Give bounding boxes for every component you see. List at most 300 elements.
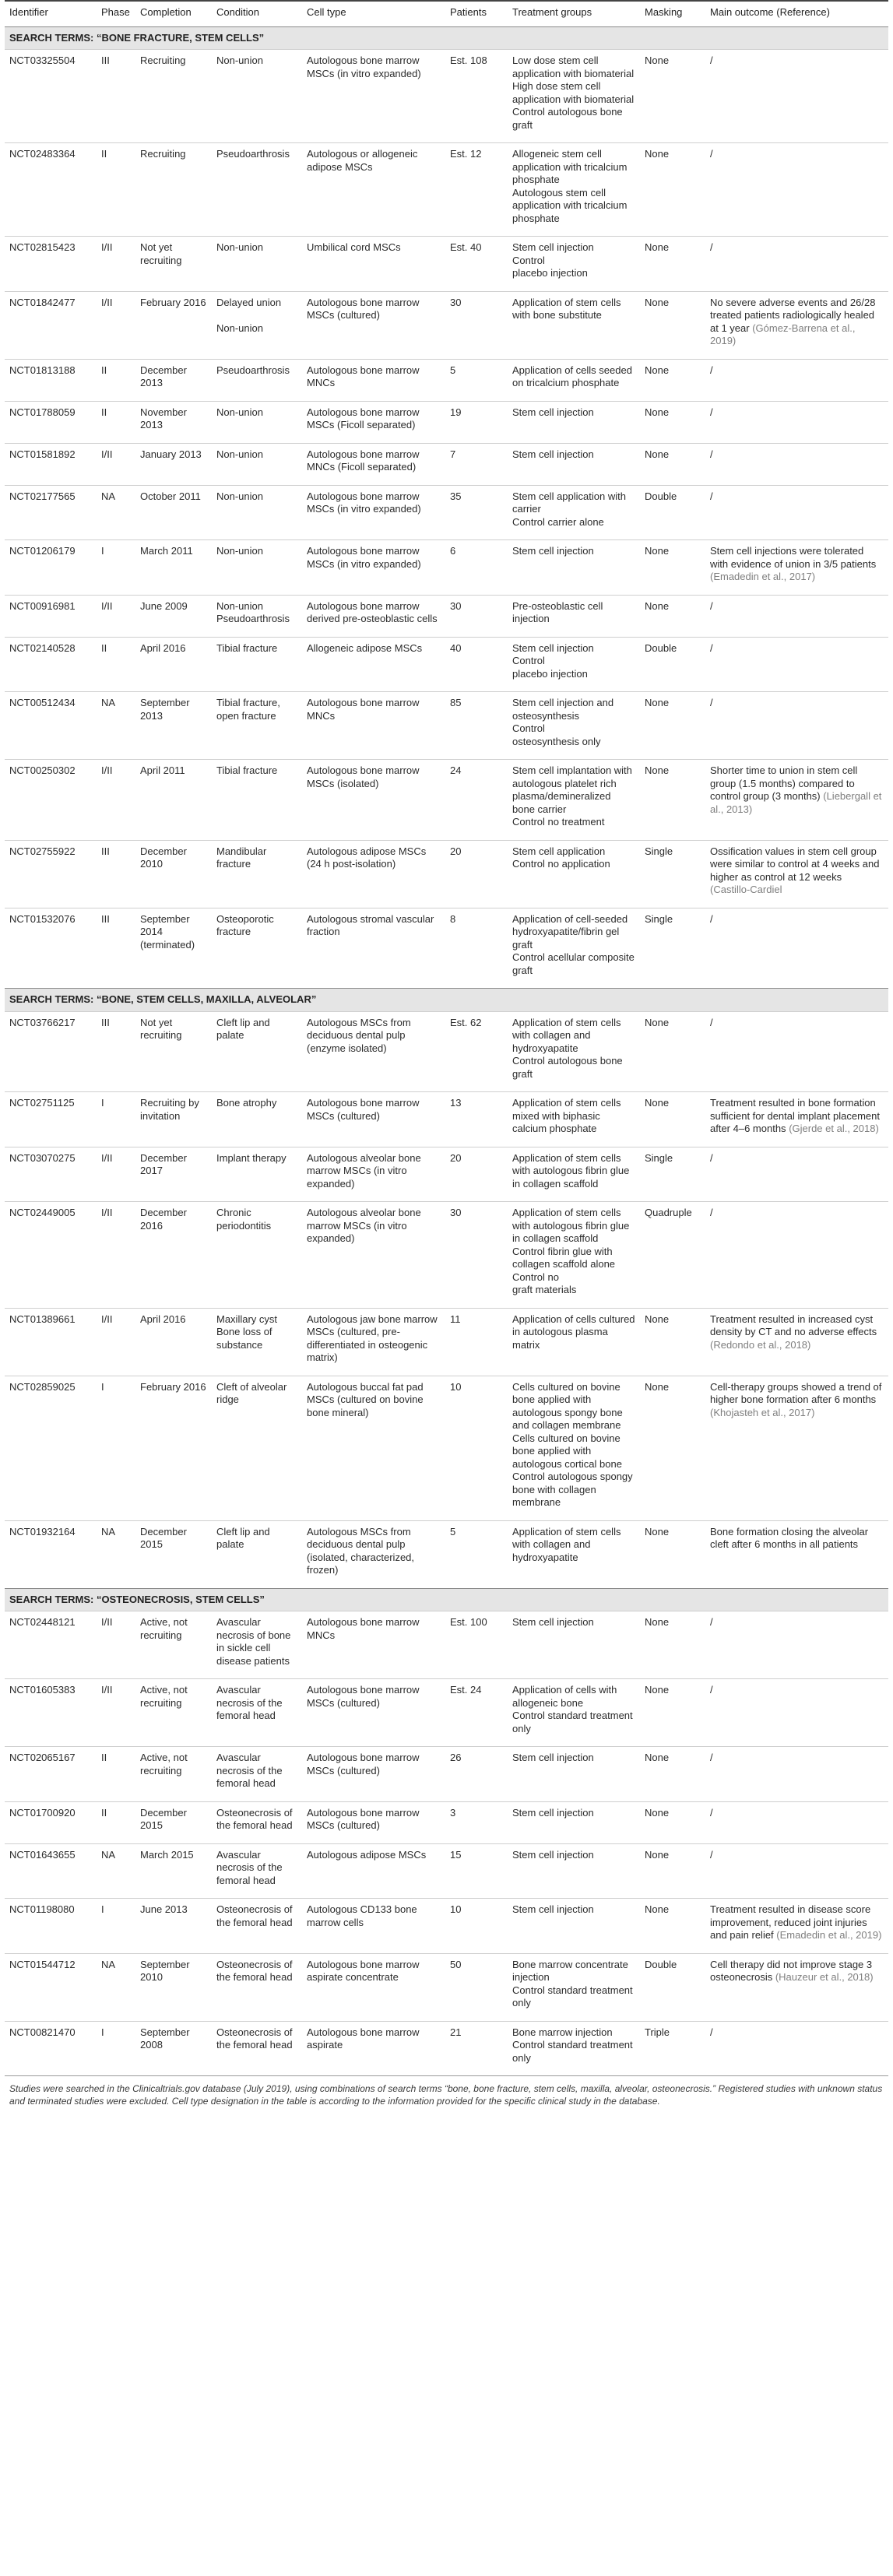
cell-type-cell: Autologous MSCs from deciduous dental pulp (enzyme isolated) (302, 1011, 445, 1092)
outcome-text: Bone formation closing the alveolar cleft after 6 months in all patients (710, 1525, 869, 1550)
masking-cell: None (640, 1520, 705, 1588)
section-header-row (5, 26, 888, 50)
cell-type-cell: Autologous bone marrow aspirate concentrate (302, 1953, 445, 2021)
condition-cell: Non-union (212, 237, 302, 292)
reference-link[interactable]: (Redondo et al., 2018) (710, 1338, 811, 1351)
completion-cell: Active, not recruiting (135, 1747, 212, 1802)
reference-link[interactable]: (Castillo-Cardiel (710, 884, 782, 895)
identifier-cell: NCT01206179 (5, 540, 97, 596)
condition-cell: Osteonecrosis of the femoral head (212, 2021, 302, 2076)
treatment-groups-cell: Stem cell injection (508, 1801, 640, 1843)
completion-cell: April 2011 (135, 760, 212, 841)
header-cell: Patients (445, 1, 508, 26)
outcome-text: / (710, 364, 713, 376)
outcome-text: / (710, 54, 713, 66)
outcome-cell (705, 692, 888, 760)
patients-cell: 10 (445, 1899, 508, 1954)
completion-cell: November 2013 (135, 401, 212, 443)
cell-type-cell: Autologous bone marrow MSCs (Ficoll separated) (302, 401, 445, 443)
phase-cell: III (97, 1011, 135, 1092)
outcome-text: / (710, 1151, 713, 1164)
table-row (5, 1202, 888, 1309)
outcome-cell (705, 540, 888, 596)
phase-cell: III (97, 840, 135, 908)
masking-cell: Triple (640, 2021, 705, 2076)
patients-cell: 85 (445, 692, 508, 760)
treatment-groups-cell: Allogeneic stem cell application with tricalcium phosphate Autologous stem cell application with tricalcium phosphate (508, 143, 640, 237)
patients-cell: Est. 100 (445, 1611, 508, 1679)
patients-cell: 5 (445, 359, 508, 401)
completion-cell: April 2016 (135, 637, 212, 692)
table-row (5, 760, 888, 841)
outcome-cell (705, 2021, 888, 2076)
patients-cell: 30 (445, 595, 508, 637)
phase-cell: NA (97, 1520, 135, 1588)
treatment-groups-cell: Stem cell injection Control placebo injection (508, 637, 640, 692)
treatment-groups-cell: Stem cell injection Control placebo injection (508, 237, 640, 292)
cell-type-cell: Umbilical cord MSCs (302, 237, 445, 292)
outcome-text: Shorter time to union in stem cell group (1.5 months) compared to control group (3 months) (710, 764, 858, 802)
identifier-cell: NCT01700920 (5, 1801, 97, 1843)
completion-cell: October 2011 (135, 485, 212, 540)
treatment-groups-cell: Stem cell injection (508, 443, 640, 485)
completion-cell: June 2013 (135, 1899, 212, 1954)
phase-cell: I/II (97, 291, 135, 359)
completion-cell: December 2015 (135, 1801, 212, 1843)
phase-cell: II (97, 1747, 135, 1802)
condition-cell: Cleft of alveolar ridge (212, 1376, 302, 1520)
outcome-text: Cell therapy did not improve stage 3 osteonecrosis (710, 1958, 873, 1983)
header-cell: Identifier (5, 1, 97, 26)
completion-cell: Active, not recruiting (135, 1679, 212, 1747)
masking-cell: None (640, 1611, 705, 1679)
masking-cell: None (640, 143, 705, 237)
condition-cell: Mandibular fracture (212, 840, 302, 908)
treatment-groups-cell: Stem cell injection and osteosynthesis Control osteosynthesis only (508, 692, 640, 760)
patients-cell: 3 (445, 1801, 508, 1843)
patients-cell: Est. 12 (445, 143, 508, 237)
identifier-cell: NCT01643655 (5, 1843, 97, 1899)
table-row (5, 359, 888, 401)
completion-cell: Recruiting by invitation (135, 1092, 212, 1147)
patients-cell: Est. 62 (445, 1011, 508, 1092)
table-row (5, 1843, 888, 1899)
treatment-groups-cell: Stem cell application Control no application (508, 840, 640, 908)
phase-cell: III (97, 50, 135, 143)
treatment-groups-cell: Application of cells cultured in autologous plasma matrix (508, 1308, 640, 1376)
section-header-row (5, 1588, 888, 1611)
patients-cell: 7 (445, 443, 508, 485)
masking-cell: None (640, 760, 705, 841)
identifier-cell: NCT02177565 (5, 485, 97, 540)
completion-cell: Recruiting (135, 50, 212, 143)
phase-cell: I/II (97, 1611, 135, 1679)
reference-link[interactable]: (Khojasteh et al., 2017) (710, 1406, 815, 1418)
outcome-text: Treatment resulted in bone formation sufficient for dental implant placement after 4–6 months (710, 1097, 880, 1134)
identifier-cell: NCT00250302 (5, 760, 97, 841)
cell-type-cell: Autologous jaw bone marrow MSCs (cultured, pre-differentiated in osteogenic matrix) (302, 1308, 445, 1376)
phase-cell: NA (97, 485, 135, 540)
outcome-text: / (710, 406, 713, 418)
masking-cell: None (640, 359, 705, 401)
outcome-cell (705, 1679, 888, 1747)
treatment-groups-cell: Stem cell implantation with autologous platelet rich plasma/demineralized bone carrier Control no treatment (508, 760, 640, 841)
table-row (5, 1611, 888, 1679)
identifier-cell: NCT01198080 (5, 1899, 97, 1954)
clinical-trials-table (5, 0, 888, 2076)
identifier-cell: NCT03325504 (5, 50, 97, 143)
treatment-groups-cell: Application of stem cells with bone substitute (508, 291, 640, 359)
treatment-groups-cell: Stem cell injection (508, 1843, 640, 1899)
condition-cell: Non-union (212, 540, 302, 596)
condition-cell: Osteonecrosis of the femoral head (212, 1899, 302, 1954)
section-title: SEARCH TERMS: “OSTEONECROSIS, STEM CELLS” (5, 1588, 888, 1611)
completion-cell: March 2011 (135, 540, 212, 596)
section-title: SEARCH TERMS: “BONE, STEM CELLS, MAXILLA, ALVEOLAR” (5, 989, 888, 1012)
completion-cell: Not yet recruiting (135, 237, 212, 292)
header-cell: Condition (212, 1, 302, 26)
patients-cell: 30 (445, 291, 508, 359)
outcome-text: / (710, 641, 713, 654)
completion-cell: September 2008 (135, 2021, 212, 2076)
masking-cell: None (640, 595, 705, 637)
cell-type-cell: Autologous buccal fat pad MSCs (cultured on bovine bone mineral) (302, 1376, 445, 1520)
identifier-cell: NCT02140528 (5, 637, 97, 692)
masking-cell: None (640, 291, 705, 359)
treatment-groups-cell: Stem cell injection (508, 1899, 640, 1954)
outcome-cell (705, 1953, 888, 2021)
identifier-cell: NCT00512434 (5, 692, 97, 760)
outcome-cell (705, 1202, 888, 1309)
phase-cell: I/II (97, 1679, 135, 1747)
identifier-cell: NCT02751125 (5, 1092, 97, 1147)
condition-cell: Non-union (212, 401, 302, 443)
masking-cell: None (640, 237, 705, 292)
outcome-cell (705, 50, 888, 143)
patients-cell: 26 (445, 1747, 508, 1802)
outcome-text: / (710, 1207, 713, 1218)
cell-type-cell: Autologous stromal vascular fraction (302, 908, 445, 989)
masking-cell: None (640, 1801, 705, 1843)
outcome-cell (705, 1308, 888, 1376)
identifier-cell: NCT00916981 (5, 595, 97, 637)
outcome-cell (705, 595, 888, 637)
identifier-cell: NCT02859025 (5, 1376, 97, 1520)
outcome-cell (705, 1747, 888, 1802)
completion-cell: March 2015 (135, 1843, 212, 1899)
phase-cell: I/II (97, 443, 135, 485)
phase-cell: II (97, 637, 135, 692)
treatment-groups-cell: Application of stem cells with collagen and hydroxyapatite Control autologous bone graft (508, 1011, 640, 1092)
table-row (5, 1679, 888, 1747)
completion-cell: February 2016 (135, 1376, 212, 1520)
outcome-text: / (710, 912, 713, 925)
table-row (5, 595, 888, 637)
phase-cell: II (97, 401, 135, 443)
cell-type-cell: Allogeneic adipose MSCs (302, 637, 445, 692)
outcome-cell (705, 401, 888, 443)
patients-cell: 30 (445, 1202, 508, 1309)
masking-cell: None (640, 1011, 705, 1092)
table-row (5, 401, 888, 443)
phase-cell: I (97, 540, 135, 596)
outcome-cell (705, 1147, 888, 1202)
masking-cell: None (640, 401, 705, 443)
table-row (5, 443, 888, 485)
outcome-cell (705, 291, 888, 359)
phase-cell: I/II (97, 595, 135, 637)
outcome-text: / (710, 148, 713, 160)
treatment-groups-cell: Stem cell injection (508, 1747, 640, 1802)
patients-cell: 50 (445, 1953, 508, 2021)
masking-cell: Single (640, 1147, 705, 1202)
outcome-text: / (710, 2026, 713, 2038)
masking-cell: None (640, 540, 705, 596)
masking-cell: None (640, 1899, 705, 1954)
completion-cell: December 2010 (135, 840, 212, 908)
masking-cell: None (640, 1747, 705, 1802)
outcome-cell (705, 1376, 888, 1520)
identifier-cell: NCT01842477 (5, 291, 97, 359)
header-cell: Phase (97, 1, 135, 26)
outcome-cell (705, 637, 888, 692)
identifier-cell: NCT03766217 (5, 1011, 97, 1092)
table-row (5, 692, 888, 760)
outcome-text: / (710, 241, 713, 253)
completion-cell: June 2009 (135, 595, 212, 637)
table-body (5, 26, 888, 2076)
outcome-text: Stem cell injections were tolerated with evidence of union in 3/5 patients (710, 545, 877, 570)
outcome-cell (705, 760, 888, 841)
completion-cell: September 2014 (terminated) (135, 908, 212, 989)
outcome-text: Treatment resulted in increased cyst density by CT and no adverse effects (710, 1313, 877, 1337)
patients-cell: 15 (445, 1843, 508, 1899)
treatment-groups-cell: Bone marrow injection Control standard treatment only (508, 2021, 640, 2076)
treatment-groups-cell: Application of stem cells with autologous fibrin glue in collagen scaffold Control fibrin glue with collagen scaffold alone Control no graft materials (508, 1202, 640, 1309)
cell-type-cell: Autologous or allogeneic adipose MSCs (302, 143, 445, 237)
outcome-cell (705, 1520, 888, 1588)
condition-cell: Osteonecrosis of the femoral head (212, 1801, 302, 1843)
masking-cell: None (640, 1679, 705, 1747)
outcome-text: / (710, 1684, 713, 1696)
phase-cell: I/II (97, 760, 135, 841)
cell-type-cell: Autologous bone marrow MSCs (cultured) (302, 1092, 445, 1147)
cell-type-cell: Autologous bone marrow derived pre-osteoblastic cells (302, 595, 445, 637)
identifier-cell: NCT01605383 (5, 1679, 97, 1747)
identifier-cell: NCT02483364 (5, 143, 97, 237)
cell-type-cell: Autologous adipose MSCs (24 h post-isolation) (302, 840, 445, 908)
outcome-cell (705, 237, 888, 292)
table-row (5, 1011, 888, 1092)
cell-type-cell: Autologous bone marrow MSCs (cultured) (302, 1747, 445, 1802)
identifier-cell: NCT02065167 (5, 1747, 97, 1802)
table-row (5, 1308, 888, 1376)
phase-cell: II (97, 1801, 135, 1843)
reference-link[interactable]: (Liebergall et al., 2013) (710, 790, 882, 815)
patients-cell: 24 (445, 760, 508, 841)
patients-cell: 40 (445, 637, 508, 692)
masking-cell: Double (640, 1953, 705, 2021)
condition-cell: Non-union (212, 485, 302, 540)
outcome-text: / (710, 1806, 713, 1819)
cell-type-cell: Autologous MSCs from deciduous dental pulp (isolated, characterized, frozen) (302, 1520, 445, 1588)
table-row (5, 1953, 888, 2021)
completion-cell: December 2016 (135, 1202, 212, 1309)
cell-type-cell: Autologous bone marrow MSCs (cultured) (302, 1679, 445, 1747)
cell-type-cell: Autologous alveolar bone marrow MSCs (in vitro expanded) (302, 1202, 445, 1309)
phase-cell: I (97, 1376, 135, 1520)
reference-link[interactable]: (Emadedin et al., 2017) (710, 571, 816, 582)
patients-cell: Est. 40 (445, 237, 508, 292)
condition-cell: Avascular necrosis of the femoral head (212, 1747, 302, 1802)
identifier-cell: NCT01813188 (5, 359, 97, 401)
cell-type-cell: Autologous CD133 bone marrow cells (302, 1899, 445, 1954)
patients-cell: 20 (445, 840, 508, 908)
condition-cell: Avascular necrosis of bone in sickle cell disease patients (212, 1611, 302, 1679)
completion-cell: April 2016 (135, 1308, 212, 1376)
phase-cell: I (97, 1092, 135, 1147)
table-row (5, 637, 888, 692)
condition-cell: Avascular necrosis of the femoral head (212, 1843, 302, 1899)
table-row (5, 908, 888, 989)
identifier-cell: NCT01389661 (5, 1308, 97, 1376)
reference-link[interactable]: (Hauzeur et al., 2018) (775, 1971, 874, 1983)
condition-cell: Pseudoarthrosis (212, 359, 302, 401)
condition-cell: Tibial fracture, open fracture (212, 692, 302, 760)
patients-cell: Est. 24 (445, 1679, 508, 1747)
condition-cell: Osteoporotic fracture (212, 908, 302, 989)
outcome-cell (705, 1092, 888, 1147)
masking-cell: Double (640, 637, 705, 692)
treatment-groups-cell: Application of cells with allogeneic bone Control standard treatment only (508, 1679, 640, 1747)
masking-cell: None (640, 443, 705, 485)
masking-cell: None (640, 1092, 705, 1147)
completion-cell: December 2017 (135, 1147, 212, 1202)
patients-cell: Est. 108 (445, 50, 508, 143)
condition-cell: Osteonecrosis of the femoral head (212, 1953, 302, 2021)
phase-cell: I (97, 1899, 135, 1954)
table-row (5, 237, 888, 292)
cell-type-cell: Autologous bone marrow MNCs (302, 1611, 445, 1679)
table-footnote: Studies were searched in the Clinicaltrials.gov database (July 2019), using combinations of search terms “bone, bone fracture, stem cells, maxilla, alveolar, osteonecrosis.” Registered studies with unknown status and terminated studies were excluded. Cell type designation in the table is according to the information provided for the specific clinical study in the database. (9, 2083, 883, 2107)
patients-cell: 13 (445, 1092, 508, 1147)
condition-cell: Maxillary cyst Bone loss of substance (212, 1308, 302, 1376)
patients-cell: 20 (445, 1147, 508, 1202)
header-cell: Treatment groups (508, 1, 640, 26)
completion-cell: January 2013 (135, 443, 212, 485)
table-row (5, 50, 888, 143)
treatment-groups-cell: Application of stem cells with collagen and hydroxyapatite (508, 1520, 640, 1588)
identifier-cell: NCT01544712 (5, 1953, 97, 2021)
patients-cell: 11 (445, 1308, 508, 1376)
cell-type-cell: Autologous bone marrow MSCs (isolated) (302, 760, 445, 841)
phase-cell: I/II (97, 237, 135, 292)
phase-cell: I (97, 2021, 135, 2076)
completion-cell: December 2013 (135, 359, 212, 401)
reference-link[interactable]: (Gjerde et al., 2018) (789, 1123, 879, 1134)
identifier-cell: NCT00821470 (5, 2021, 97, 2076)
table-row (5, 1747, 888, 1802)
table-row (5, 1147, 888, 1202)
treatment-groups-cell: Bone marrow concentrate injection Control standard treatment only (508, 1953, 640, 2021)
outcome-text: / (710, 1752, 713, 1763)
treatment-groups-cell: Pre-osteoblastic cell injection (508, 595, 640, 637)
outcome-text: / (710, 490, 713, 502)
reference-link[interactable]: (Gómez-Barrena et al., 2019) (710, 322, 856, 346)
cell-type-cell: Autologous bone marrow aspirate (302, 2021, 445, 2076)
phase-cell: NA (97, 1843, 135, 1899)
identifier-cell: NCT02448121 (5, 1611, 97, 1679)
patients-cell: 10 (445, 1376, 508, 1520)
masking-cell: None (640, 1376, 705, 1520)
masking-cell: None (640, 1843, 705, 1899)
outcome-text: / (710, 697, 713, 708)
identifier-cell: NCT01532076 (5, 908, 97, 989)
condition-cell: Cleft lip and palate (212, 1011, 302, 1092)
cell-type-cell: Autologous bone marrow MSCs (in vitro expanded) (302, 485, 445, 540)
condition-cell: Implant therapy (212, 1147, 302, 1202)
cell-type-cell: Autologous bone marrow MNCs (302, 359, 445, 401)
identifier-cell: NCT01932164 (5, 1520, 97, 1588)
masking-cell: None (640, 1308, 705, 1376)
outcome-cell (705, 1899, 888, 1954)
phase-cell: NA (97, 1953, 135, 2021)
completion-cell: December 2015 (135, 1520, 212, 1588)
reference-link[interactable]: (Emadedin et al., 2019) (776, 1929, 882, 1941)
section-title: SEARCH TERMS: “BONE FRACTURE, STEM CELLS” (5, 26, 888, 50)
table-row (5, 540, 888, 596)
treatment-groups-cell: Application of stem cells with autologous fibrin glue in collagen scaffold (508, 1147, 640, 1202)
treatment-groups-cell: Low dose stem cell application with biomaterial High dose stem cell application with biomaterial Control autologous bone graft (508, 50, 640, 143)
masking-cell: Single (640, 840, 705, 908)
cell-type-cell: Autologous bone marrow MSCs (cultured) (302, 1801, 445, 1843)
table-row (5, 2021, 888, 2076)
condition-cell: Avascular necrosis of the femoral head (212, 1679, 302, 1747)
completion-cell: Active, not recruiting (135, 1611, 212, 1679)
outcome-cell (705, 359, 888, 401)
phase-cell: II (97, 143, 135, 237)
cell-type-cell: Autologous bone marrow MSCs (cultured) (302, 291, 445, 359)
section-header-row (5, 989, 888, 1012)
masking-cell: None (640, 692, 705, 760)
condition-cell: Cleft lip and palate (212, 1520, 302, 1588)
outcome-text: Cell-therapy groups showed a trend of higher bone formation after 6 months (710, 1380, 882, 1405)
cell-type-cell: Autologous alveolar bone marrow MSCs (in vitro expanded) (302, 1147, 445, 1202)
table-row (5, 1376, 888, 1520)
outcome-cell (705, 1801, 888, 1843)
patients-cell: 35 (445, 485, 508, 540)
patients-cell: 21 (445, 2021, 508, 2076)
masking-cell: Double (640, 485, 705, 540)
outcome-text: / (710, 1016, 713, 1028)
patients-cell: 8 (445, 908, 508, 989)
outcome-text: / (710, 448, 713, 460)
cell-type-cell: Autologous bone marrow MNCs (302, 692, 445, 760)
treatment-groups-cell: Application of cell-seeded hydroxyapatite/fibrin gel graft Control acellular composite graft (508, 908, 640, 989)
outcome-cell (705, 1011, 888, 1092)
phase-cell: II (97, 359, 135, 401)
cell-type-cell: Autologous adipose MSCs (302, 1843, 445, 1899)
cell-type-cell: Autologous bone marrow MSCs (in vitro expanded) (302, 50, 445, 143)
outcome-cell (705, 443, 888, 485)
treatment-groups-cell: Application of stem cells mixed with biphasic calcium phosphate (508, 1092, 640, 1147)
patients-cell: 6 (445, 540, 508, 596)
table-row (5, 1801, 888, 1843)
header-cell: Main outcome (Reference) (705, 1, 888, 26)
patients-cell: 5 (445, 1520, 508, 1588)
outcome-cell (705, 908, 888, 989)
identifier-cell: NCT02755922 (5, 840, 97, 908)
